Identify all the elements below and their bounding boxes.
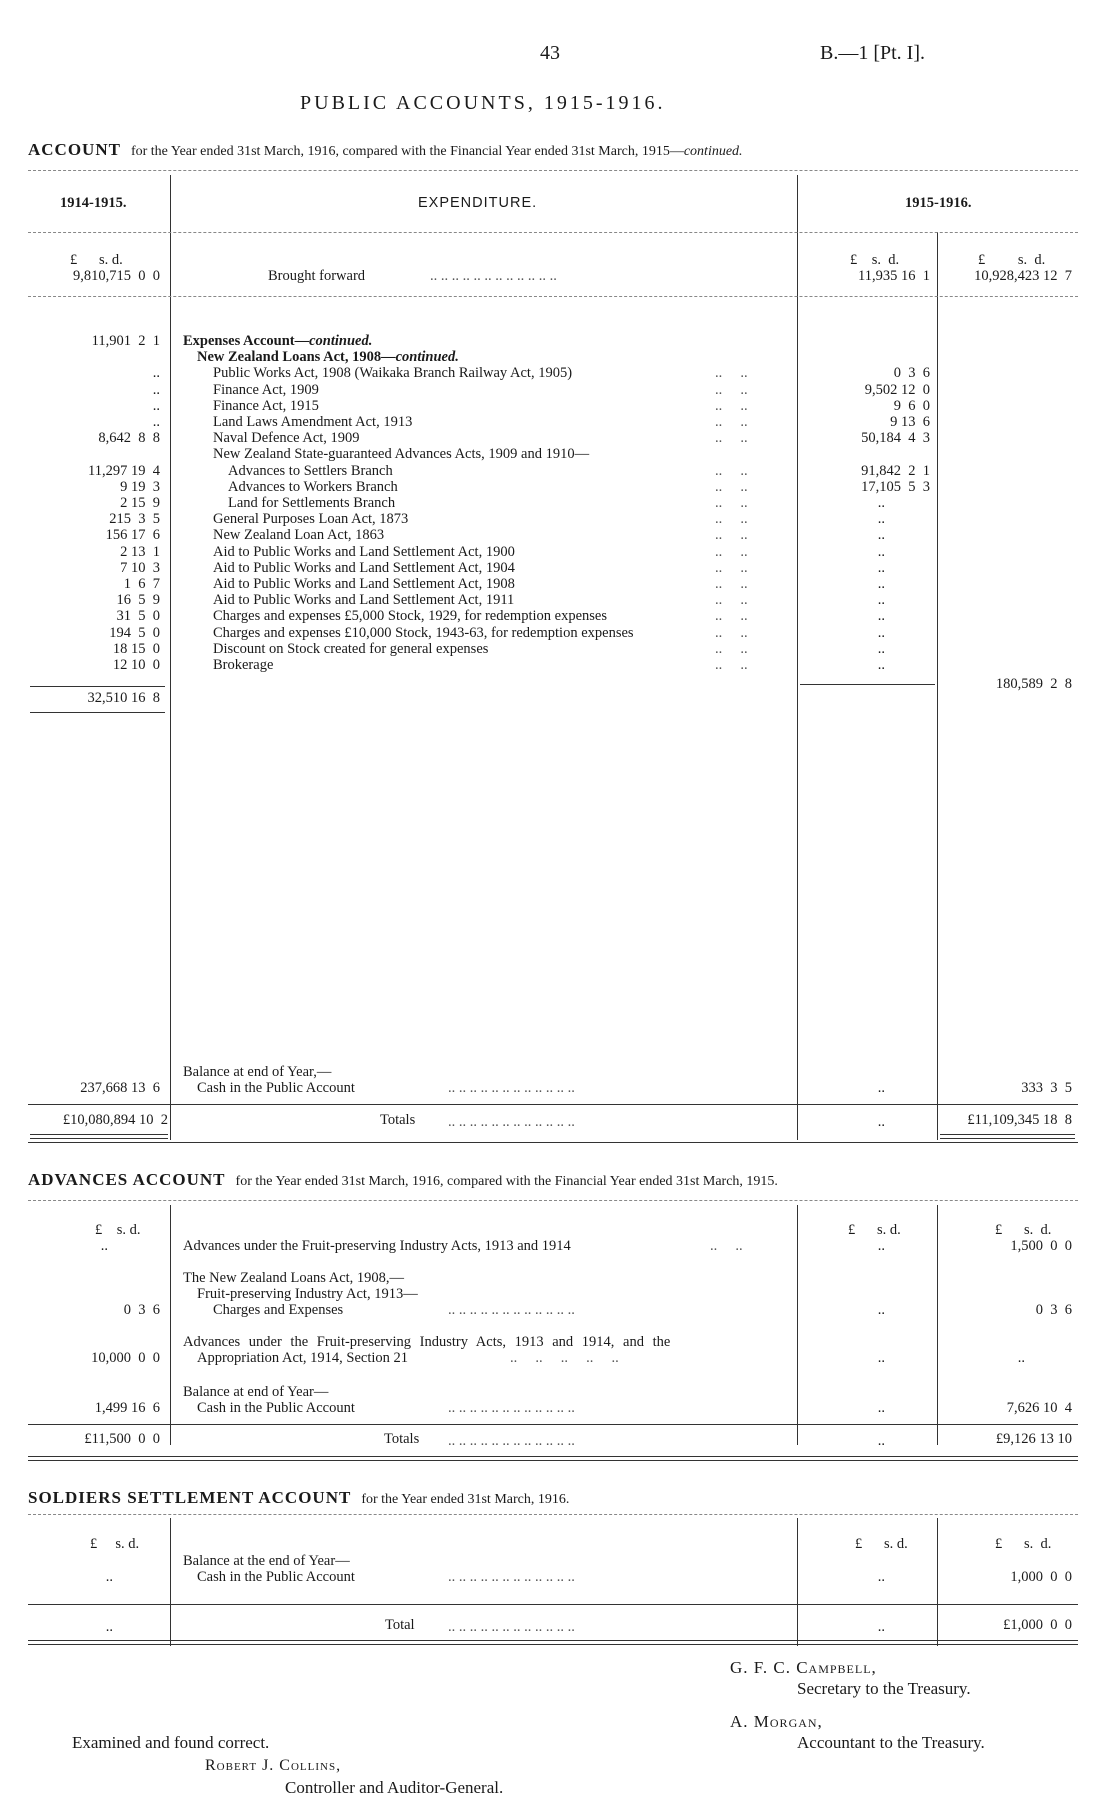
advances-r4-label-2: Cash in the Public Account [197, 1400, 355, 1416]
account-totals-cur2: £11,109,345 18 8 [967, 1112, 1072, 1128]
soldiers-total-leader: .. .. .. .. .. .. .. .. .. .. .. .. [448, 1619, 575, 1635]
account-row-cur: 0 3 6 [893, 365, 930, 382]
balance-prev: 237,668 13 6 [80, 1080, 160, 1096]
soldiers-r1-leader: .. .. .. .. .. .. .. .. .. .. .. .. [448, 1569, 575, 1585]
account-totals-label: Totals [380, 1112, 416, 1128]
balance-cur2: 333 3 5 [1021, 1080, 1072, 1096]
account-row-label: Public Works Act, 1908 (Waikaka Branch Railway Act, 1905) [213, 365, 573, 382]
advances-heading-bold: ADVANCES ACCOUNT [28, 1170, 226, 1189]
advances-r4-cur2: 7,626 10 4 [1006, 1400, 1072, 1416]
advances-r2-leader: .. .. .. .. .. .. .. .. .. .. .. .. [448, 1302, 575, 1318]
brought-forward-label: Brought forward [268, 268, 366, 284]
advances-vline-3 [937, 1205, 938, 1445]
brought-forward-cur2: 10,928,423 12 7 [974, 268, 1072, 284]
account-subtotal-rule-cur [800, 684, 935, 685]
account-totals-top-rule [28, 1104, 1078, 1105]
advances-r4-leader: .. .. .. .. .. .. .. .. .. .. .. .. [448, 1400, 575, 1416]
balance-leader: .. .. .. .. .. .. .. .. .. .. .. .. [448, 1080, 575, 1096]
account-row-prev: 1 6 7 [123, 576, 160, 592]
signature-collins-title: Controller and Auditor-General. [285, 1778, 504, 1797]
soldiers-heading-rest: for the Year ended 31st March, 1916. [361, 1492, 570, 1507]
brought-forward-cur1: 11,935 16 1 [858, 268, 930, 284]
account-row-leader: .. .. [715, 495, 748, 511]
account-row-prev: 194 5 0 [109, 624, 160, 641]
page-title: PUBLIC ACCOUNTS, 1915-1916. [300, 92, 666, 114]
advances-r1-cur2: 1,500 0 0 [1010, 1238, 1072, 1254]
account-row-prev: 9 19 3 [120, 478, 160, 495]
account-row-leader: .. .. [715, 640, 748, 657]
account-row-cur: 9,502 12 0 [864, 381, 930, 398]
brought-forward-prev: 9,810,715 0 0 [73, 268, 160, 284]
soldiers-total-cur1: .. [877, 1619, 885, 1635]
advances-r2-label-2: Fruit-preserving Industry Act, 1913— [197, 1286, 418, 1302]
advances-r2-label-3: Charges and Expenses [213, 1302, 344, 1318]
account-vline-1 [170, 175, 171, 1140]
document-reference: B.—1 [Pt. I]. [820, 42, 925, 64]
account-row-label: New Zealand State-guaranteed Advances Acts, 1909 and 1910— [213, 446, 590, 463]
account-unit-cur1: £ s. d. [850, 252, 900, 268]
account-row-leader: .. .. [715, 365, 748, 382]
account-row-leader: .. .. [715, 559, 748, 576]
account-row-label: Finance Act, 1915 [213, 397, 319, 414]
account-row-prev: 11,901 2 1 [91, 333, 160, 349]
account-row-leader: .. .. [715, 478, 748, 495]
soldiers-total-label: Total [385, 1617, 415, 1633]
advances-r2-label-1: The New Zealand Loans Act, 1908,— [183, 1270, 405, 1286]
account-row-cur: .. [877, 608, 885, 625]
soldiers-heading-bold: SOLDIERS SETTLEMENT ACCOUNT [28, 1488, 352, 1507]
soldiers-vline-2 [797, 1518, 798, 1646]
advances-r1-label: Advances under the Fruit-preserving Industry Acts, 1913 and 1914 [183, 1238, 571, 1254]
soldiers-unit-prev: £ s. d. [90, 1536, 140, 1552]
advances-totals-leader: .. .. .. .. .. .. .. .. .. .. .. .. [448, 1433, 575, 1449]
account-row-cur: .. [877, 511, 885, 528]
account-row-label: Aid to Public Works and Land Settlement Act, 1908 [213, 576, 515, 592]
advances-r1-prev: .. [100, 1238, 108, 1254]
account-row-leader: .. .. [715, 608, 748, 625]
account-row-label: Expenses Account—continued. [183, 333, 373, 349]
account-row-prev: .. [152, 414, 160, 430]
account-row-prev: .. [152, 381, 160, 398]
soldiers-unit-cur2: £ s. d. [995, 1536, 1052, 1552]
advances-r2-prev: 0 3 6 [123, 1302, 160, 1318]
account-row-label: Aid to Public Works and Land Settlement Act, 1900 [213, 543, 515, 560]
account-row-prev: 7 10 3 [120, 559, 160, 576]
advances-r3-label-1: Advances under the Fruit-preserving Industry Acts, 1913 and 1914, and the [183, 1334, 671, 1350]
account-row-cur: .. [877, 495, 885, 511]
soldiers-unit-cur1: £ s. d. [855, 1536, 908, 1552]
account-row-label: Advances to Settlers Branch [228, 462, 393, 479]
account-row-cur: .. [877, 640, 885, 657]
account-unit-prev: £ s. d. [70, 252, 123, 268]
account-bottom-rule [28, 1142, 1078, 1143]
account-row-leader: .. .. [715, 624, 748, 641]
balance-label-2: Cash in the Public Account [197, 1080, 355, 1096]
soldiers-r1-cur2: 1,000 0 0 [1010, 1569, 1072, 1585]
account-totals-leader: .. .. .. .. .. .. .. .. .. .. .. .. [448, 1114, 575, 1130]
advances-r3-cur2: .. [1017, 1350, 1025, 1366]
account-row-prev: 156 17 6 [105, 527, 160, 544]
brought-forward-leader: .. .. .. .. .. .. .. .. .. .. .. .. [430, 268, 557, 284]
soldiers-vline-1 [170, 1518, 171, 1646]
soldiers-r1-cur1: .. [877, 1569, 885, 1585]
account-row-cur: .. [877, 657, 885, 673]
soldiers-r1-label-2: Cash in the Public Account [197, 1569, 355, 1585]
account-totals-double-rule-cur [940, 1134, 1075, 1139]
account-col-cur-header: 1915-1916. [905, 195, 972, 211]
account-row-cur: .. [877, 527, 885, 544]
account-row-prev: .. [152, 397, 160, 414]
account-row-cur: .. [877, 592, 885, 609]
account-row-label: Aid to Public Works and Land Settlement Act, 1904 [213, 559, 515, 576]
advances-top-rule [28, 1200, 1078, 1201]
soldiers-r1-label-1: Balance at the end of Year— [183, 1553, 350, 1569]
soldiers-total-prev: .. [105, 1619, 113, 1635]
account-row-prev: 16 5 9 [116, 592, 160, 609]
account-col-mid-header: EXPENDITURE. [418, 195, 538, 211]
account-row-leader: .. .. [715, 397, 748, 414]
account-vline-2 [797, 175, 798, 1140]
signature-collins-name: Robert J. Collins, [205, 1757, 342, 1774]
account-totals-prev: £10,080,894 10 2 [62, 1112, 168, 1128]
advances-heading [28, 1170, 778, 1190]
account-row-prev: 215 3 5 [109, 511, 160, 528]
advances-r4-cur1: .. [877, 1400, 885, 1416]
account-row-leader: .. .. [715, 576, 748, 592]
advances-r1-leader: .. .. [710, 1238, 743, 1254]
advances-r1-cur1: .. [877, 1238, 885, 1254]
soldiers-total-cur2: £1,000 0 0 [1003, 1617, 1072, 1633]
signature-campbell-name: G. F. C. Campbell, [730, 1658, 877, 1677]
account-col-prev-header: 1914-1915. [60, 195, 127, 211]
advances-vline-2 [797, 1205, 798, 1445]
account-row-cur: 9 13 6 [890, 414, 930, 430]
advances-totals-cur1: .. [877, 1433, 885, 1449]
brought-forward-rule [28, 296, 1078, 297]
account-row-leader: .. .. [715, 511, 748, 528]
account-top-rule [28, 170, 1078, 171]
balance-cur1: .. [877, 1080, 885, 1096]
soldiers-total-top-rule [28, 1604, 1078, 1605]
account-subtotal-prev: 32,510 16 8 [87, 690, 160, 706]
account-row-label: New Zealand Loans Act, 1908—continued. [197, 349, 459, 366]
account-row-cur: .. [877, 559, 885, 576]
account-subtotal-under-prev [30, 712, 165, 713]
account-row-cur: 17,105 5 3 [861, 478, 930, 495]
account-row-prev: 2 15 9 [120, 495, 160, 511]
account-header-rule [28, 232, 1078, 233]
balance-label-1: Balance at end of Year,— [183, 1064, 332, 1080]
signature-morgan-name: A. Morgan, [730, 1712, 823, 1731]
advances-totals-double-rule [28, 1456, 1078, 1461]
account-row-label: Naval Defence Act, 1909 [213, 430, 360, 447]
advances-r2-cur1: .. [877, 1302, 885, 1318]
account-row-label: Land Laws Amendment Act, 1913 [213, 414, 413, 430]
advances-r3-cur1: .. [877, 1350, 885, 1366]
account-row-prev: 11,297 19 4 [88, 462, 160, 479]
advances-r2-cur2: 0 3 6 [1035, 1302, 1072, 1318]
soldiers-top-rule [28, 1514, 1078, 1515]
account-row-label: Aid to Public Works and Land Settlement Act, 1911 [213, 592, 515, 609]
soldiers-total-double-rule [28, 1640, 1078, 1645]
account-row-leader: .. .. [715, 543, 748, 560]
account-unit-cur2: £ s. d. [978, 252, 1046, 268]
account-vline-3 [937, 232, 938, 1140]
account-row-leader: .. .. [715, 381, 748, 398]
account-row-cur: 50,184 4 3 [861, 430, 930, 447]
advances-totals-prev: £11,500 0 0 [84, 1431, 160, 1447]
advances-unit-cur1: £ s. d. [848, 1222, 901, 1238]
account-row-label: Advances to Workers Branch [228, 478, 398, 495]
advances-totals-top-rule [28, 1424, 1078, 1425]
advances-vline-1 [170, 1205, 171, 1445]
advances-heading-rest: for the Year ended 31st March, 1916, compared with the Financial Year ended 31st March, 1915. [235, 1174, 778, 1189]
account-row-cur: .. [877, 624, 885, 641]
account-row-prev: 31 5 0 [116, 608, 160, 625]
account-heading-bold: ACCOUNT [28, 140, 121, 159]
soldiers-heading [28, 1488, 569, 1508]
account-row-prev: 2 13 1 [120, 543, 160, 560]
account-totals-double-rule-prev [30, 1134, 168, 1139]
account-row-label: Discount on Stock created for general expenses [213, 640, 489, 657]
signature-morgan-title: Accountant to the Treasury. [797, 1733, 985, 1752]
account-row-leader: .. .. [715, 414, 748, 430]
account-row-label: Charges and expenses £5,000 Stock, 1929, for redemption expenses [213, 608, 607, 625]
page-number: 43 [540, 42, 560, 64]
account-row-cur: .. [877, 543, 885, 560]
account-row-label: Brokerage [213, 657, 274, 673]
account-heading [28, 140, 743, 160]
account-row-leader: .. .. [715, 462, 748, 479]
advances-r3-prev: 10,000 0 0 [91, 1350, 160, 1366]
account-row-leader: .. .. [715, 527, 748, 544]
account-subtotal-cur: 180,589 2 8 [995, 676, 1072, 692]
account-row-prev: .. [152, 365, 160, 382]
account-row-label: New Zealand Loan Act, 1863 [213, 527, 385, 544]
account-heading-rest: for the Year ended 31st March, 1916, compared with the Financial Year ended 31st March, 1915—continued. [130, 144, 743, 159]
account-row-label: Finance Act, 1909 [213, 381, 319, 398]
account-subtotal-rule-prev [30, 686, 165, 687]
account-row-label: Charges and expenses £10,000 Stock, 1943-63, for redemption expenses [213, 624, 634, 641]
account-row-prev: 18 15 0 [112, 640, 160, 657]
advances-r4-prev: 1,499 16 6 [94, 1400, 160, 1416]
soldiers-vline-3 [937, 1518, 938, 1646]
advances-r3-leader: .. .. .. .. .. [510, 1350, 619, 1366]
examined-statement: Examined and found correct. [72, 1733, 270, 1752]
account-row-leader: .. .. [715, 657, 748, 673]
account-row-cur: .. [877, 576, 885, 592]
advances-unit-prev: £ s. d. [95, 1222, 141, 1238]
account-row-leader: .. .. [715, 430, 748, 447]
account-row-cur: 91,842 2 1 [861, 462, 930, 479]
advances-unit-cur2: £ s. d. [995, 1222, 1052, 1238]
account-row-prev: 12 10 0 [112, 657, 160, 673]
account-row-cur: 9 6 0 [893, 397, 930, 414]
advances-r3-label-2: Appropriation Act, 1914, Section 21 [197, 1350, 409, 1366]
account-row-label: General Purposes Loan Act, 1873 [213, 511, 409, 528]
advances-totals-label: Totals [384, 1431, 420, 1447]
soldiers-r1-prev: .. [105, 1569, 113, 1585]
advances-r4-label-1: Balance at end of Year— [183, 1384, 329, 1400]
account-totals-cur1: .. [877, 1114, 885, 1130]
account-row-prev: 8,642 8 8 [98, 430, 160, 447]
account-row-leader: .. .. [715, 592, 748, 609]
account-row-label: Land for Settlements Branch [228, 495, 396, 511]
advances-totals-cur2: £9,126 13 10 [995, 1431, 1072, 1447]
signature-campbell-title: Secretary to the Treasury. [797, 1679, 971, 1698]
